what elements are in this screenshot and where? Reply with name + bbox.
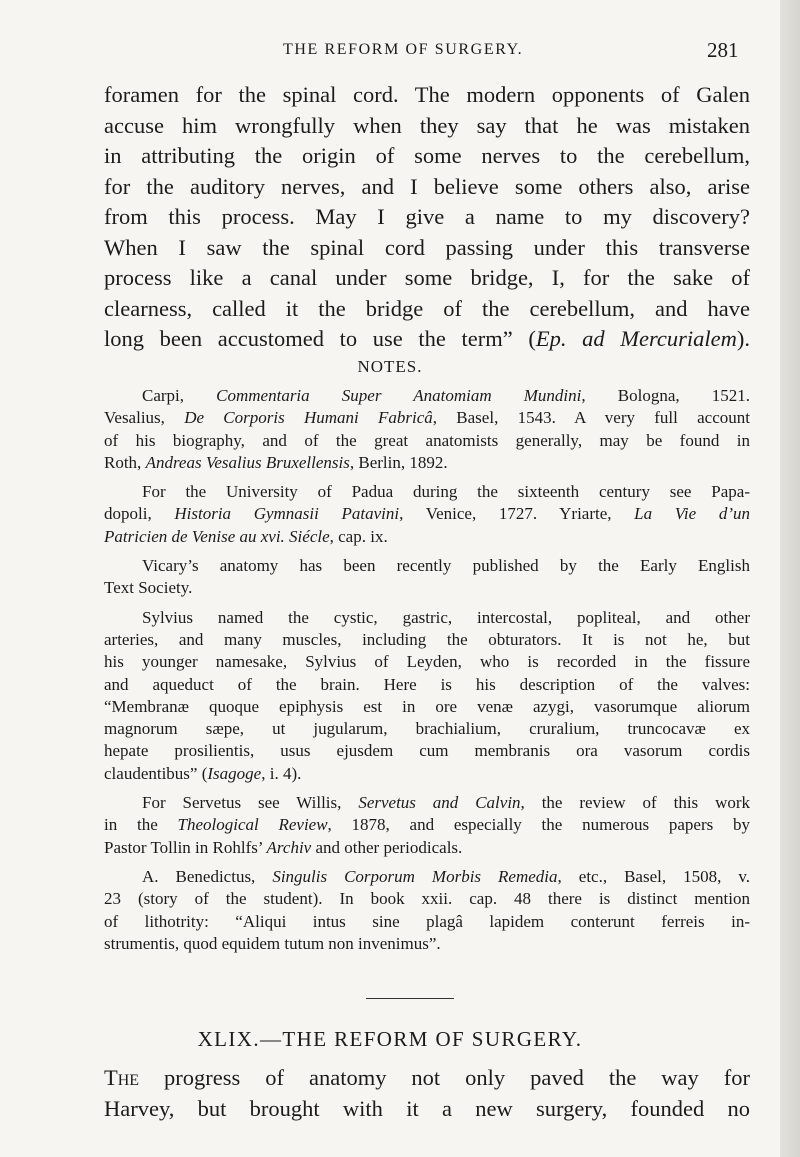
note-sylvius [104,607,750,785]
note-text: , Venice, 1727. Yriarte, [399,504,635,524]
body-line: clearness, called it the bridge of the cerebellum, and have [104,295,750,321]
body-text-span: ). [736,326,751,351]
note-line: and aqueduct of the brain. Here is his description of the valves: [104,674,750,694]
note-vicary [104,555,750,600]
note-text: in the [104,815,178,835]
body-line [104,324,750,355]
note-line: For the University of Padua during the sixteenth century see Papa- [142,482,750,502]
note-title: Isagoge [207,763,262,783]
section-divider [366,998,454,999]
note-text: Vesalius, [104,408,185,428]
note-text: claudentibus” ( [104,763,208,783]
page-edge [780,0,800,1157]
note-line: Sylvius named the cystic, gastric, intercostal, popliteal, and other [142,607,750,627]
note-line [66,814,750,836]
note-title: Historia Gymnasii Patavini [174,504,400,524]
note-text: , Bologna, 1521. [581,386,750,405]
section-line [104,1063,750,1094]
note-line [104,385,750,407]
note-text: A. Benedictus, [142,866,273,886]
note-text: Roth, [104,452,146,472]
running-title: THE REFORM OF SURGERY. [283,41,524,58]
note-line [66,837,750,859]
note-line: of lithotrity: “Aliqui intus sine plagâ lapidem conterunt ferreis in- [104,911,750,931]
note-line [66,452,750,474]
note-title: Andreas Vesalius Bruxellensis [145,452,350,472]
note-carpi [104,385,750,474]
note-text: , cap. ix. [329,526,388,546]
note-line [66,503,750,525]
note-text: dopoli, [104,504,175,524]
note-text: , etc., Basel, 1508, v. [557,866,750,886]
body-line: for the auditory nerves, and I believe some others also, arise [104,173,750,199]
note-line: arteries, and many muscles, including the obturators. It is not he, but [104,629,750,649]
note-text: Carpi, [142,386,217,405]
section-heading: XLIX.—THE REFORM OF SURGERY. [197,1027,583,1051]
note-title: Servetus and Calvin [358,793,521,813]
note-line: his younger namesake, Sylvius of Leyden, who is recorded in the fissure [104,652,750,672]
note-line: “Membranæ quoque epiphysis est in ore venæ azygi, vasorumque aliorum [104,696,750,716]
note-padua [104,481,750,548]
note-text: , Berlin, 1892. [349,452,448,472]
note-line [66,407,750,429]
note-line: strumentis, quod equidem tutum non invenimus”. [104,933,441,953]
note-line: hepate prosilientis, usus ejusdem cum membranis ora vasorum cordis [104,741,750,761]
note-line [104,866,750,888]
section-body [104,1063,750,1124]
note-text: , Basel, 1543. A very full account [432,408,750,428]
note-line [66,526,750,548]
body-line: foramen for the spinal cord. The modern opponents of Galen [104,82,750,107]
note-text: , 1878, and especially the numerous papers by [327,815,750,835]
section-text: progress of anatomy not only paved the way for [139,1065,750,1090]
body-line: process like a canal under some bridge, I, for the sake of [104,265,750,290]
body-text-span: long been accustomed to use the term” ( [104,326,536,351]
note-line: of his biography, and of the great anatomists generally, may be found in [104,430,750,450]
body-line: accuse him wrongfully when they say that he was mistaken [104,112,750,138]
note-line: Vicary’s anatomy has been recently published by the Early English [142,556,750,576]
section-first-word: The [104,1065,140,1090]
note-title: Singulis Corporum Morbis Remedia [272,866,558,886]
note-line: Text Society. [104,578,193,598]
body-line: in attributing the origin of some nerves to the cerebellum, [104,143,750,168]
note-text: , i. 4). [261,763,302,783]
section-line: Harvey, but brought with it a new surgery, founded no [104,1095,750,1121]
note-line: magnorum sæpe, ut jugularum, brachialium, cruralium, truncocavæ ex [104,719,750,739]
note-text: and other periodicals. [311,837,463,857]
citation-title: Ep. ad Mercurialem [535,326,737,351]
note-line: 23 (story of the student). In book xxii. cap. 48 there is distinct mention [104,889,750,909]
notes-section [104,385,750,962]
note-title: Patricien de Venise au xvi. Siécle [104,526,330,546]
notes-heading: NOTES. [357,357,423,376]
note-line [104,792,750,814]
note-line [66,763,750,785]
note-title: Commentaria Super Anatomiam Mundini [216,386,582,405]
running-head [0,38,780,68]
page-number: 281 [707,38,739,62]
note-title: Archiv [266,837,312,857]
body-paragraph [104,80,750,355]
note-title: La Vie d’un [634,504,750,524]
note-servetus [104,792,750,859]
body-line: from this process. May I give a name to my discovery? [104,204,750,229]
note-title: Theological Review [177,815,328,835]
body-line: When I saw the spinal cord passing under this transverse [104,234,750,260]
note-title: De Corporis Humani Fabricâ [184,408,433,428]
note-text: For Servetus see Willis, [142,793,359,813]
note-text: Pastor Tollin in Rohlfs’ [104,837,267,857]
note-text: , the review of this work [520,793,751,813]
note-benedictus [104,866,750,955]
